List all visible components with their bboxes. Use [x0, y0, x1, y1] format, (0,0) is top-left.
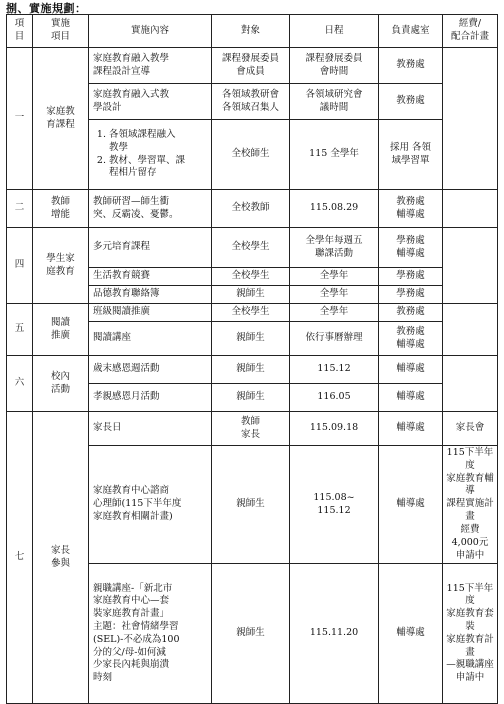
row-content: 歲末感恩週活動	[89, 356, 212, 384]
row-office: 輔導處	[379, 412, 443, 446]
row-office: 輔導處	[379, 446, 443, 564]
row-fund	[443, 48, 498, 190]
section-name: 教師 增能	[33, 190, 89, 228]
section-no: 一	[7, 48, 33, 190]
section-no: 五	[7, 304, 33, 356]
list-item: 2. 教材、學習單、課 程相片留存	[109, 155, 209, 181]
section-name: 家長 參與	[33, 412, 89, 704]
row-target: 各領域教研會 各領域召集人	[212, 84, 290, 120]
row-date: 全學年	[290, 268, 379, 286]
row-content: 閱讀講座	[89, 322, 212, 356]
row-target: 全校師生	[212, 120, 290, 190]
row-office: 輔導處	[379, 564, 443, 704]
row-office: 教務處	[379, 304, 443, 322]
row-date: 116.05	[290, 384, 379, 412]
row-office: 教務處	[379, 84, 443, 120]
table-row	[7, 228, 498, 268]
list-item: 1. 各領域課程融入 教學	[109, 129, 209, 155]
row-fund: 115下半年度 家庭教育套裝 家庭教育計畫 —親職講座 申請中	[443, 564, 498, 704]
row-content: 家庭教育融入教學 課程設計宣導	[89, 48, 212, 84]
section-name: 學生家 庭教育	[33, 228, 89, 304]
row-target: 親師生	[212, 446, 290, 564]
row-fund	[443, 356, 498, 412]
header-date: 日程	[290, 15, 379, 48]
row-date: 各領域研究會 議時間	[290, 84, 379, 120]
table-row	[7, 48, 498, 84]
row-office: 學務處	[379, 268, 443, 286]
row-fund	[443, 228, 498, 304]
row-content: 親職講座-「新北市 家庭教育中心—套 裝家庭教育計畫」 主題：社會情緒學習 (SEL)-不必成為100 分的父/母-如何減 少家長內耗與崩潰 時刻	[89, 564, 212, 704]
row-content: 生活教育競賽	[89, 268, 212, 286]
row-content: 品德教育聯絡簿	[89, 286, 212, 304]
row-target: 全校學生	[212, 228, 290, 268]
row-content: 多元培育課程	[89, 228, 212, 268]
table-row	[7, 356, 498, 384]
row-target: 親師生	[212, 564, 290, 704]
row-target: 課程發展委員 會成員	[212, 48, 290, 84]
row-target: 全校學生	[212, 268, 290, 286]
row-date: 115.11.20	[290, 564, 379, 704]
row-date: 課程發展委員 會時間	[290, 48, 379, 84]
row-date: 全學年	[290, 304, 379, 322]
row-date: 依行事曆辦理	[290, 322, 379, 356]
header-target: 對象	[212, 15, 290, 48]
row-target: 親師生	[212, 286, 290, 304]
row-content: 家庭教育中心諮商 心理師(115下半年度 家庭教育相關計畫)	[89, 446, 212, 564]
row-fund	[443, 304, 498, 356]
row-content: 孝親感恩月活動	[89, 384, 212, 412]
row-office: 教務處 輔導處	[379, 190, 443, 228]
section-no: 四	[7, 228, 33, 304]
row-target: 親師生	[212, 356, 290, 384]
row-office: 教務處	[379, 48, 443, 84]
row-office: 輔導處	[379, 384, 443, 412]
row-content: 家庭教育融入式教 學設計	[89, 84, 212, 120]
implementation-plan-table	[6, 14, 498, 704]
section-no: 七	[7, 412, 33, 704]
row-target: 親師生	[212, 322, 290, 356]
header-content: 實施內容	[89, 15, 212, 48]
content-list	[93, 129, 209, 180]
row-date: 115.09.18	[290, 412, 379, 446]
section-name: 校內 活動	[33, 356, 89, 412]
table-row	[7, 190, 498, 228]
header-office: 負責處室	[379, 15, 443, 48]
header-item-name: 實施 項目	[33, 15, 89, 48]
row-date: 115.12	[290, 356, 379, 384]
section-no: 六	[7, 356, 33, 412]
row-content: 家長日	[89, 412, 212, 446]
row-office: 輔導處	[379, 356, 443, 384]
row-target: 全校教師	[212, 190, 290, 228]
row-date: 115.08~ 115.12	[290, 446, 379, 564]
row-content: 班級閱讀推廣	[89, 304, 212, 322]
section-no: 二	[7, 190, 33, 228]
row-office: 學務處	[379, 286, 443, 304]
header-row	[7, 15, 498, 48]
row-office: 教務處 輔導處	[379, 322, 443, 356]
section-name: 閱讀 推廣	[33, 304, 89, 356]
row-office: 採用 各領 域學習單	[379, 120, 443, 190]
row-fund: 家長會	[443, 412, 498, 446]
row-target: 全校學生	[212, 304, 290, 322]
header-fund: 經費/ 配合計畫	[443, 15, 498, 48]
table-row	[7, 412, 498, 446]
row-fund: 115下半年度 家庭教育輔導 課程實施計畫 經費 4,000元 申請中	[443, 446, 498, 564]
row-date: 115.08.29	[290, 190, 379, 228]
section-name: 家庭教 育課程	[33, 48, 89, 190]
row-fund	[443, 190, 498, 228]
row-target: 親師生	[212, 384, 290, 412]
row-target: 教師 家長	[212, 412, 290, 446]
row-content	[89, 120, 212, 190]
row-date: 115 全學年	[290, 120, 379, 190]
header-item-no: 項 目	[7, 15, 33, 48]
row-date: 全學年每週五 聯課活動	[290, 228, 379, 268]
row-content: 教師研習—師生衝 突、反霸凌、憂鬱。	[89, 190, 212, 228]
section-heading: 捌、實施規劃：	[6, 2, 87, 15]
row-office: 學務處 輔導處	[379, 228, 443, 268]
row-date: 全學年	[290, 286, 379, 304]
table-row	[7, 304, 498, 322]
